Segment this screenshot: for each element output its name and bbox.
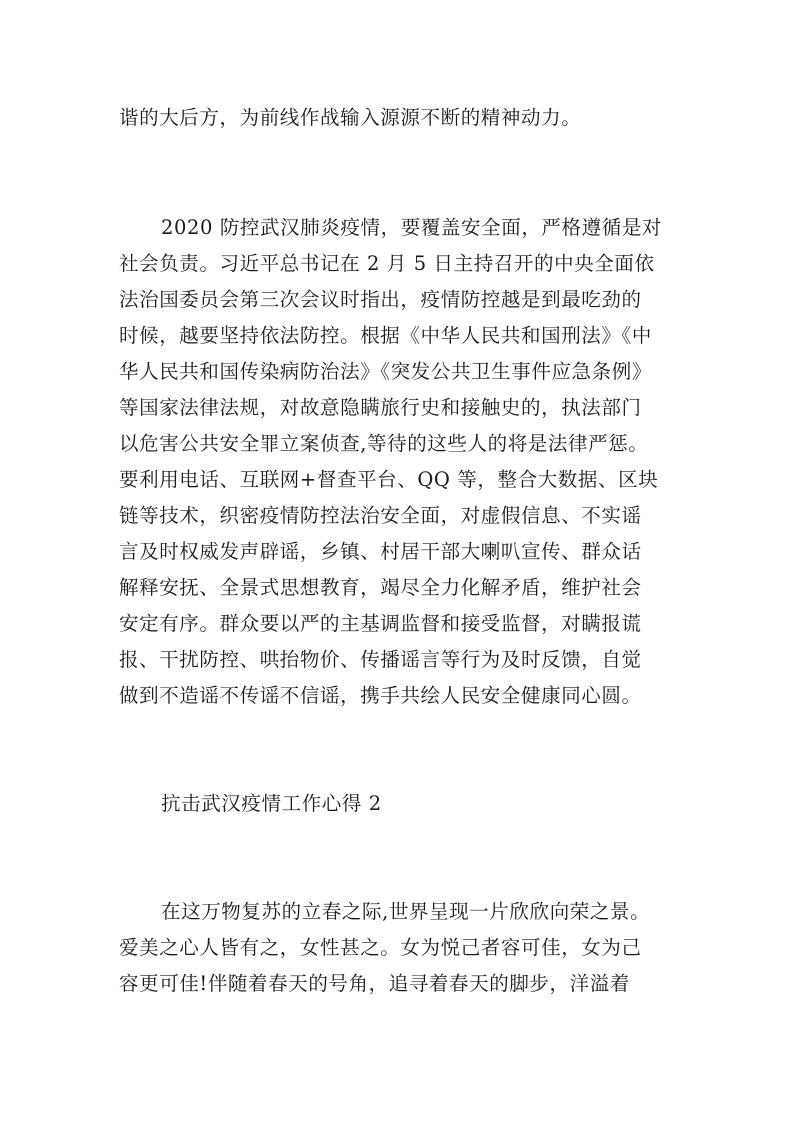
text-line: 法治国委员会第三次会议时指出，疫情防控越是到最吃劲的 [119,288,642,311]
paragraph-first-line: 在这万物复苏的立春之际,世界呈现一片欣欣向荣之景。 [161,900,651,923]
text-line: 做到不造谣不传谣不信谣，携手共绘人民安全健康同心圆。 [119,684,642,707]
text-line: 链等技术，织密疫情防控法治安全面，对虚假信息、不实谣 [119,504,642,527]
text-line: 华人民共和国传染病防治法》《突发公共卫生事件应急条例》 [119,360,652,383]
text-line: 时候，越要坚持依法防控。根据《中华人民共和国刑法》《中 [119,324,652,347]
text-line: 要利用电话、互联网+督查平台、QQ 等，整合大数据、区块 [119,468,659,491]
paragraph-first-line: 2020 防控武汉肺炎疫情，要覆盖安全面，严格遵循是对 [161,216,663,239]
text-line: 爱美之心人皆有之，女性甚之。女为悦己者容可佳，女为己 [119,936,642,959]
text-line: 谐的大后方，为前线作战输入源源不断的精神动力。 [119,106,582,129]
text-line: 安定有序。群众要以严的主基调监督和接受监督，对瞒报谎 [119,612,642,635]
section-heading: 抗击武汉疫情工作心得 2 [161,792,382,815]
text-line: 等国家法律法规，对故意隐瞒旅行史和接触史的，执法部门 [119,396,642,419]
text-line: 容更可佳!伴随着春天的号角，追寻着春天的脚步，洋溢着 [119,972,630,995]
text-line: 社会负责。习近平总书记在 2 月 5 日主持召开的中央全面依 [119,252,655,275]
text-line: 报、干扰防控、哄抬物价、传播谣言等行为及时反馈，自觉 [119,648,642,671]
text-line: 以危害公共安全罪立案侦查,等待的这些人的将是法律严惩。 [119,432,649,455]
text-line: 解释安抚、全景式思想教育，竭尽全力化解矛盾，维护社会 [119,576,642,599]
text-line: 言及时权威发声辟谣，乡镇、村居干部大喇叭宣传、群众话 [119,540,642,563]
